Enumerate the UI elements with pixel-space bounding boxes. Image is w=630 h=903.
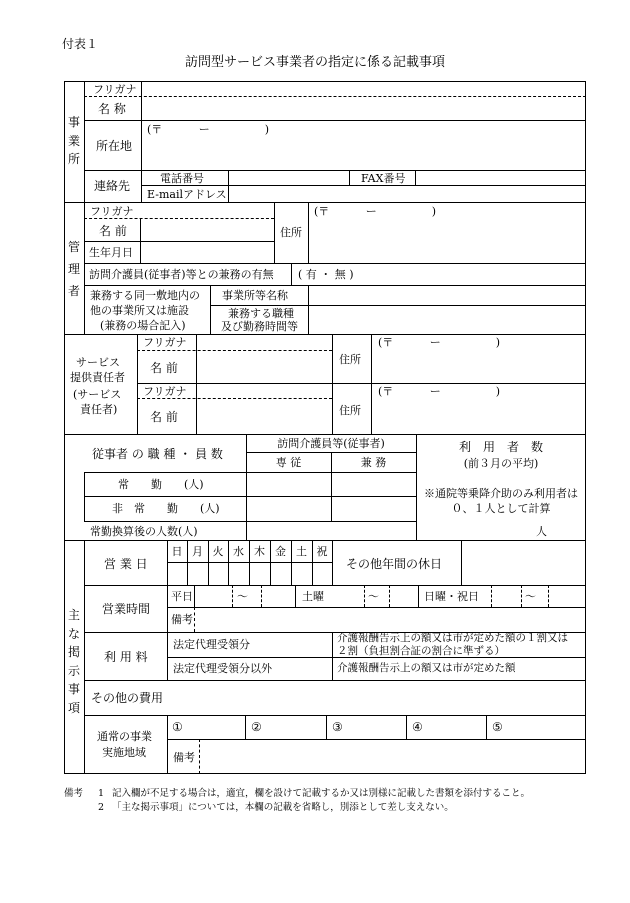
day-holiday-check[interactable]: [313, 563, 331, 584]
day-holiday: 祝: [316, 545, 328, 558]
fee-statutory-label: 法定代理受領分: [173, 638, 250, 651]
holidays-label: その他年間の休日: [346, 557, 443, 571]
footer-note-2-number: 2: [98, 802, 105, 813]
manager-concurrent-label: 訪問介護員(従事者)等との兼務の有無: [89, 268, 274, 281]
sunday-tilde: ～: [525, 590, 536, 603]
manager-duty-label-1: 兼務する職種: [228, 307, 294, 320]
day-fri-check[interactable]: [271, 563, 290, 584]
other-costs-field[interactable]: [168, 681, 585, 714]
manager-duty-field[interactable]: [309, 306, 585, 333]
other-costs-label: その他の費用: [91, 691, 164, 705]
hours-remarks-field[interactable]: [196, 608, 585, 631]
sunday-holiday-label: 日曜・祝日: [424, 590, 479, 603]
area-mark-5: ⑤: [492, 720, 503, 734]
office-name-field[interactable]: [142, 97, 585, 119]
provider-2-address-field[interactable]: [372, 384, 585, 433]
day-wed: 水: [233, 545, 244, 558]
sunday-end-field[interactable]: [549, 586, 585, 606]
day-sat: 土: [296, 545, 307, 558]
area-remarks-label: 備考: [173, 751, 195, 764]
users-note-2: ０、１人として計算: [451, 502, 551, 515]
area-label-2: 実施地域: [102, 746, 146, 759]
provider-1-furigana-label: フリガナ: [143, 336, 187, 349]
holidays-field[interactable]: [462, 541, 585, 584]
staff-fulltime-row-label: 常 勤 (人): [118, 478, 204, 491]
day-wed-check[interactable]: [229, 563, 248, 584]
office-email-field[interactable]: [229, 186, 585, 201]
fee-statutory-desc-1: 介護報酬告示上の額又は市が定めた額の１割又は: [337, 632, 568, 644]
provider-1-postal-code: (〒 ー ): [378, 336, 501, 349]
fulltime-fulltime-field[interactable]: [247, 473, 330, 495]
office-fax-field[interactable]: [416, 171, 585, 184]
fee-label: 利 用 料: [104, 650, 148, 664]
staff-parttime-row-label: 非 常 勤 (人): [112, 502, 220, 515]
manager-birth-label: 生年月日: [89, 246, 133, 259]
manager-duty-label-2: 及び勤務時間等: [221, 320, 298, 333]
staff-converted-label: 常勤換算後の人数(人): [90, 525, 198, 538]
page-title: 訪問型サービス事業者の指定に係る記載事項: [184, 55, 445, 70]
provider-2-name-label: 名 前: [150, 410, 178, 424]
office-furigana-field[interactable]: [142, 82, 585, 95]
weekday-end-field[interactable]: [262, 586, 294, 606]
provider-label-4: 責任者): [80, 403, 118, 416]
staff-fulltime-header: 専 従: [275, 456, 302, 469]
day-tue-check[interactable]: [209, 563, 227, 584]
fee-other-label: 法定代理受領分以外: [173, 662, 272, 675]
provider-2-furigana-field[interactable]: [197, 384, 331, 397]
office-postal-code: (〒 ー ): [147, 123, 270, 136]
manager-furigana-field[interactable]: [140, 203, 273, 217]
area-mark-2: ②: [251, 720, 262, 734]
day-sun: 日: [171, 545, 183, 558]
day-thu: 木: [254, 545, 265, 558]
manager-facility-name-field[interactable]: [309, 286, 585, 304]
area-label-1: 通常の事業: [97, 730, 152, 743]
day-mon-check[interactable]: [188, 563, 207, 584]
day-tue: 火: [212, 545, 224, 558]
office-phone-field[interactable]: [229, 171, 348, 184]
provider-1-name-field[interactable]: [197, 351, 331, 382]
office-name-label: 名 称: [98, 102, 126, 116]
users-header: 利 用 者 数: [458, 440, 543, 454]
manager-other-facility-label-3: (兼務の場合記入): [100, 319, 186, 332]
staff-group-header: 訪問介護員等(従事者): [277, 437, 385, 450]
area-mark-4: ④: [412, 720, 423, 734]
area-5-field[interactable]: [507, 716, 585, 738]
day-mon: 月: [192, 545, 203, 558]
provider-2-furigana-label: フリガナ: [143, 385, 187, 398]
office-email-label: E-mailアドレス: [147, 188, 227, 201]
manager-furigana-label: フリガナ: [90, 205, 134, 218]
fee-statutory-desc-2: ２割（負担割合証の割合に準ずる）: [337, 645, 505, 657]
day-fri: 金: [275, 545, 286, 558]
provider-label-3: (サービス: [73, 388, 122, 401]
office-address-field[interactable]: [142, 121, 585, 169]
sunday-start-field[interactable]: [492, 586, 520, 606]
fulltime-parttime-field[interactable]: [332, 473, 415, 495]
office-contact-label: 連絡先: [94, 179, 131, 193]
footer-note-2: 「主な掲示事項」については，本欄の記載を省略し，別添として差し支えない。: [112, 802, 454, 813]
provider-2-address-label: 住所: [339, 404, 361, 417]
provider-2-name-field[interactable]: [197, 399, 331, 433]
day-sat-check[interactable]: [292, 563, 311, 584]
office-furigana-label: フリガナ: [93, 83, 137, 96]
footer-label: 備考: [64, 788, 84, 799]
users-subheader: (前３月の平均): [463, 457, 539, 470]
manager-name-field[interactable]: [141, 219, 273, 240]
manager-other-facility-label-1: 兼務する同一敷地内の: [90, 289, 200, 302]
area-2-field[interactable]: [266, 716, 325, 738]
provider-label-2: 提供責任者: [70, 371, 125, 384]
provider-1-furigana-field[interactable]: [197, 335, 331, 349]
area-4-field[interactable]: [427, 716, 485, 738]
footer-note-1: 記入欄が不足する場合は，適宜，欄を設けて記載するか又は別様に記載した書類を添付すること。: [112, 788, 531, 799]
business-days-label: 営 業 日: [104, 557, 148, 571]
hours-label: 営業時間: [102, 602, 151, 616]
footer-note-1-number: 1: [98, 788, 105, 799]
saturday-tilde: ～: [368, 590, 379, 603]
parttime-parttime-field[interactable]: [332, 497, 415, 520]
manager-address-field[interactable]: [309, 203, 585, 262]
provider-1-address-label: 住所: [339, 353, 361, 366]
fee-other-desc: 介護報酬告示上の額又は市が定めた額: [337, 662, 516, 674]
area-mark-1: ①: [172, 720, 183, 734]
converted-count-field[interactable]: [247, 522, 415, 539]
form-label: 付表１: [62, 37, 99, 51]
users-note-1: ※通院等乗降介助のみ利用者は: [424, 487, 578, 500]
saturday-label: 土曜: [302, 590, 324, 603]
weekday-label: 平日: [171, 590, 193, 603]
manager-postal-code: (〒 ー ): [314, 205, 437, 218]
day-thu-check[interactable]: [250, 563, 269, 584]
manager-section-label: 管 理 者: [67, 240, 80, 299]
manager-facility-name-label: 事業所等名称: [222, 289, 288, 302]
manager-name-label: 名 前: [99, 224, 127, 238]
saturday-start-field[interactable]: [330, 586, 363, 606]
users-unit: 人: [536, 525, 547, 538]
saturday-end-field[interactable]: [390, 586, 417, 606]
day-sun-check[interactable]: [168, 563, 187, 584]
staff-heading: 従事者 の 職 種 ・ 員 数: [92, 447, 223, 461]
manager-address-label: 住所: [280, 226, 302, 239]
users-count-field[interactable]: [417, 522, 532, 539]
parttime-fulltime-field[interactable]: [247, 497, 330, 520]
office-section-label: 事 業 所: [67, 115, 80, 167]
office-address-label: 所在地: [96, 139, 133, 153]
notices-section-label: 主 な 掲 示 事 項: [67, 608, 80, 715]
office-fax-label: FAX番号: [361, 172, 406, 185]
manager-birth-field[interactable]: [141, 242, 273, 262]
manager-concurrent-choice[interactable]: ( 有 ・ 無 ): [298, 268, 354, 281]
area-remarks-field[interactable]: [201, 740, 585, 773]
provider-1-name-label: 名 前: [150, 361, 178, 375]
area-3-field[interactable]: [347, 716, 405, 738]
area-mark-3: ③: [332, 720, 343, 734]
provider-label-1: サービス: [76, 356, 120, 369]
provider-2-postal-code: (〒 ー ): [378, 385, 501, 398]
area-1-field[interactable]: [186, 716, 244, 738]
weekday-start-field[interactable]: [195, 586, 231, 606]
staff-parttime-header: 兼 務: [360, 456, 387, 469]
office-phone-label: 電話番号: [160, 172, 204, 185]
provider-1-address-field[interactable]: [372, 335, 585, 382]
manager-other-facility-label-2: 他の事業所又は施設: [90, 304, 189, 317]
hours-remarks-label: 備考: [171, 613, 193, 626]
weekday-tilde: ～: [237, 590, 248, 603]
